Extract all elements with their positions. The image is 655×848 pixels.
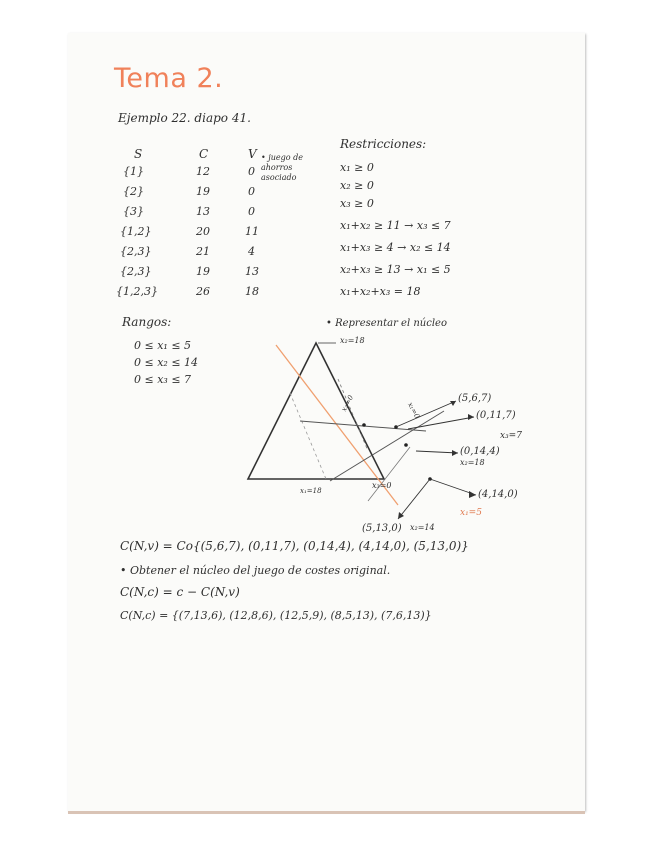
cell-v: 0: [248, 165, 255, 178]
point-label: (5,13,0): [362, 523, 402, 534]
point-label: (0,11,7): [476, 410, 516, 421]
restriction-item: x₂ ≥ 0: [340, 179, 374, 192]
cell-s: {1}: [123, 165, 144, 178]
diagram-heading: • Representar el núcleo: [326, 318, 447, 329]
restricciones-heading: Restricciones:: [340, 137, 427, 151]
dashed-line: [290, 393, 326, 479]
label-left-side: x₂=0: [340, 393, 356, 413]
label-top: x₂=18: [340, 336, 365, 345]
table-note: • juego de ahorros asociado: [261, 153, 303, 182]
example-subtitle: Ejemplo 22. diapo 41.: [118, 111, 251, 125]
cell-c: 19: [196, 265, 210, 278]
cell-c: 12: [196, 165, 210, 178]
label-x2-14: x₂=14: [410, 523, 435, 532]
arrow: [396, 401, 456, 427]
cell-c: 20: [196, 225, 210, 238]
restriction-item: x₁+x₂+x₃ = 18: [340, 285, 421, 298]
point-label: (0,14,4): [460, 446, 500, 457]
restriction-item: x₁+x₃ ≥ 4 → x₂ ≤ 14: [340, 241, 451, 254]
label-x1-5: x₁=5: [460, 508, 482, 518]
arrow: [416, 451, 458, 453]
cell-s: {3}: [123, 205, 144, 218]
cell-s: {2,3}: [120, 265, 152, 278]
arrow: [398, 479, 430, 519]
point-label: (5,6,7): [458, 393, 492, 404]
cell-v: 13: [245, 265, 259, 278]
cell-c: 26: [196, 285, 210, 298]
simplex-triangle: [248, 343, 384, 479]
core-c-definition: C(N,c) = c − C(N,v): [120, 585, 240, 599]
restriction-item: x₁+x₂ ≥ 11 → x₃ ≤ 7: [340, 219, 451, 232]
core-vertex: [404, 443, 408, 447]
cell-v: 11: [245, 225, 259, 238]
core-c-result: C(N,c) = {(7,13,6), (12,8,6), (12,5,9), (8,5,13), (7,6,13)}: [120, 609, 432, 622]
col-header-c: C: [199, 147, 209, 161]
range-item: 0 ≤ x₃ ≤ 7: [134, 373, 192, 386]
point-label: (4,14,0): [478, 489, 518, 500]
arrowhead: [469, 491, 476, 498]
label-bottom-mid: x₃=0: [372, 481, 392, 490]
cell-c: 13: [196, 205, 210, 218]
range-item: 0 ≤ x₂ ≤ 14: [134, 356, 199, 369]
notebook-page: [68, 33, 585, 811]
arrowhead: [468, 414, 474, 420]
rangos-heading: Rangos:: [122, 315, 172, 329]
label-x2-18: x₂=18: [460, 458, 485, 467]
arrow: [408, 417, 474, 429]
cell-v: 18: [245, 285, 259, 298]
page-title: Tema 2.: [114, 63, 224, 94]
col-header-s: S: [134, 147, 143, 161]
label-right-side: x₁=0: [405, 401, 422, 420]
cell-s: {2}: [123, 185, 144, 198]
core-triangle-diagram: [68, 33, 585, 533]
core-vertex: [362, 423, 366, 427]
arrowhead: [452, 450, 458, 456]
label-bottom-left: x₁=18: [300, 487, 322, 495]
cell-c: 19: [196, 185, 210, 198]
cell-v: 4: [248, 245, 255, 258]
line-x2-14: [330, 411, 444, 481]
restriction-item: x₃ ≥ 0: [340, 197, 374, 210]
restriction-item: x₂+x₃ ≥ 13 → x₁ ≤ 5: [340, 263, 451, 276]
col-header-v: V: [248, 147, 257, 161]
cell-s: {1,2,3}: [116, 285, 158, 298]
label-x3-7: x₃=7: [500, 431, 522, 441]
restriction-item: x₁ ≥ 0: [340, 161, 374, 174]
dashed-line: [338, 379, 368, 451]
cell-v: 0: [248, 205, 255, 218]
cell-v: 0: [248, 185, 255, 198]
range-item: 0 ≤ x₁ ≤ 5: [134, 339, 192, 352]
core-v-formula: C(N,v) = Co{(5,6,7), (0,11,7), (0,14,4), (4,14,0), (5,13,0)}: [120, 539, 469, 553]
cell-c: 21: [196, 245, 210, 258]
cell-s: {1,2}: [120, 225, 152, 238]
cell-s: {2,3}: [120, 245, 152, 258]
obtain-note: • Obtener el núcleo del juego de costes original.: [120, 564, 391, 577]
